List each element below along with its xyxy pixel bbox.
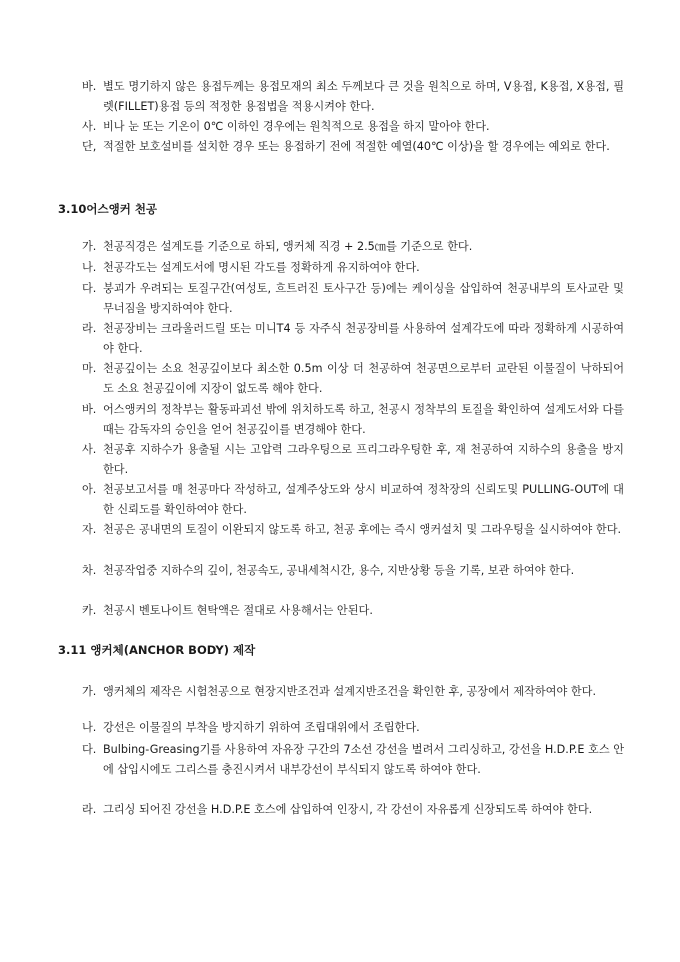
item-text: 천공은 공내면의 토질이 이완되지 않도록 하고, 천공 후에는 즉시 앵커설치 및 그라우팅을 실시하여야 한다. xyxy=(103,523,622,536)
item-text: Bulbing-Greasing기를 사용하여 자유장 구간의 7소선 강선을 벌려서 그리싱하고, 강선을 H.D.P.E 호스 안에 삽입시에도 그리스를 충진시켜서 내부강선이 부식되지 않도록 하여야 한다. xyxy=(103,743,624,776)
list-item xyxy=(82,359,624,399)
item-marker: 나. xyxy=(82,261,97,274)
list-item xyxy=(82,601,624,621)
list-item xyxy=(82,740,624,780)
section-heading: 3.10어스앵커 천공 xyxy=(58,202,158,216)
item-marker: 사. xyxy=(82,443,97,456)
list-item xyxy=(82,440,624,480)
list-item xyxy=(82,279,624,319)
item-marker: 나. xyxy=(82,721,97,734)
item-text: 붕괴가 우려되는 토질구간(여성토, 흐트러진 토사구간 등)에는 케이싱을 삽입하여 천공내부의 토사교란 및 무너짐을 방지하여야 한다. xyxy=(103,282,624,315)
item-marker: 다. xyxy=(82,743,97,756)
item-text: 강선은 이물질의 부착을 방지하기 위하여 조립대위에서 조립한다. xyxy=(103,721,420,734)
list-item xyxy=(82,561,624,581)
list-item xyxy=(82,319,624,359)
item-text: 천공작업중 지하수의 깊이, 천공속도, 공내세척시간, 용수, 지반상황 등을 기록, 보관 하여야 한다. xyxy=(103,564,575,577)
item-text: 적절한 보호설비를 설치한 경우 또는 용접하기 전에 적절한 예열(40℃ 이상)을 할 경우에는 예외로 한다. xyxy=(103,140,610,153)
list-item xyxy=(82,137,624,157)
item-marker: 라. xyxy=(82,803,97,816)
item-text: 천공시 벤토나이트 현탁액은 절대로 사용해서는 안된다. xyxy=(103,604,373,617)
item-text: 천공직경은 설계도를 기준으로 하되, 앵커체 직경 + 2.5㎝를 기준으로 한다. xyxy=(103,240,473,253)
list-item xyxy=(82,237,624,257)
list-item xyxy=(82,258,624,278)
list-item xyxy=(82,520,624,540)
item-marker: 아. xyxy=(82,483,97,496)
item-marker: 라. xyxy=(82,322,97,335)
item-marker: 마. xyxy=(82,362,97,375)
list-item xyxy=(82,117,624,137)
item-text: 천공장비는 크라울러드릴 또는 미니T4 등 자주식 천공장비를 사용하여 설계각도에 따라 정확하게 시공하여야 한다. xyxy=(103,322,624,355)
item-text: 비나 눈 또는 기온이 0℃ 이하인 경우에는 원칙적으로 용접을 하지 말아야 한다. xyxy=(103,120,490,133)
item-marker: 자. xyxy=(82,523,97,536)
item-text: 천공보고서를 매 천공마다 작성하고, 설계주상도와 상시 비교하여 정착장의 신뢰도및 PULLING-OUT에 대한 신뢰도를 확인하여야 한다. xyxy=(103,483,624,516)
item-text: 그리싱 되어진 강선을 H.D.P.E 호스에 삽입하여 인장시, 각 강선이 자유롭게 신장되도록 하여야 한다. xyxy=(103,803,593,816)
item-marker: 가. xyxy=(82,240,97,253)
item-marker: 바. xyxy=(82,80,97,93)
list-item xyxy=(82,682,624,702)
list-item xyxy=(82,718,624,738)
item-marker: 다. xyxy=(82,282,97,295)
item-text: 천공후 지하수가 용출될 시는 고압력 그라우팅으로 프리그라우팅한 후, 재 천공하여 지하수의 용출을 방지한다. xyxy=(103,443,624,476)
section-heading: 3.11 앵커체(ANCHOR BODY) 제작 xyxy=(58,643,256,657)
item-text: 어스앵커의 정착부는 활동파괴선 밖에 위치하도록 하고, 천공시 정착부의 토질을 확인하여 설계도서와 다를 때는 감독자의 승인을 얻어 천공깊이를 변경해야 한다. xyxy=(103,403,624,436)
list-item xyxy=(82,400,624,440)
list-item xyxy=(82,800,624,820)
item-marker: 가. xyxy=(82,685,97,698)
item-text: 천공깊이는 소요 천공깊이보다 최소한 0.5m 이상 더 천공하여 천공면으로부터 교란된 이물질이 낙하되어도 소요 천공깊이에 지장이 없도록 해야 한다. xyxy=(103,362,624,395)
list-item xyxy=(82,77,624,117)
item-marker: 카. xyxy=(82,604,97,617)
item-marker: 차. xyxy=(82,564,97,577)
item-marker: 사. xyxy=(82,120,97,133)
item-text: 천공각도는 설계도서에 명시된 각도를 정확하게 유지하여야 한다. xyxy=(103,261,420,274)
item-text: 별도 명기하지 않은 용접두께는 용접모재의 최소 두께보다 큰 것을 원칙으로 하며, V용접, K용접, X용접, 필렛(FILLET)용접 등의 적정한 용접법을 적용시켜야 한다. xyxy=(103,80,624,113)
item-marker: 단, xyxy=(82,140,97,153)
item-text: 앵커체의 제작은 시험천공으로 현장지반조건과 설계지반조건을 확인한 후, 공장에서 제작하여야 한다. xyxy=(103,685,597,698)
list-item xyxy=(82,480,624,520)
item-marker: 바. xyxy=(82,403,97,416)
